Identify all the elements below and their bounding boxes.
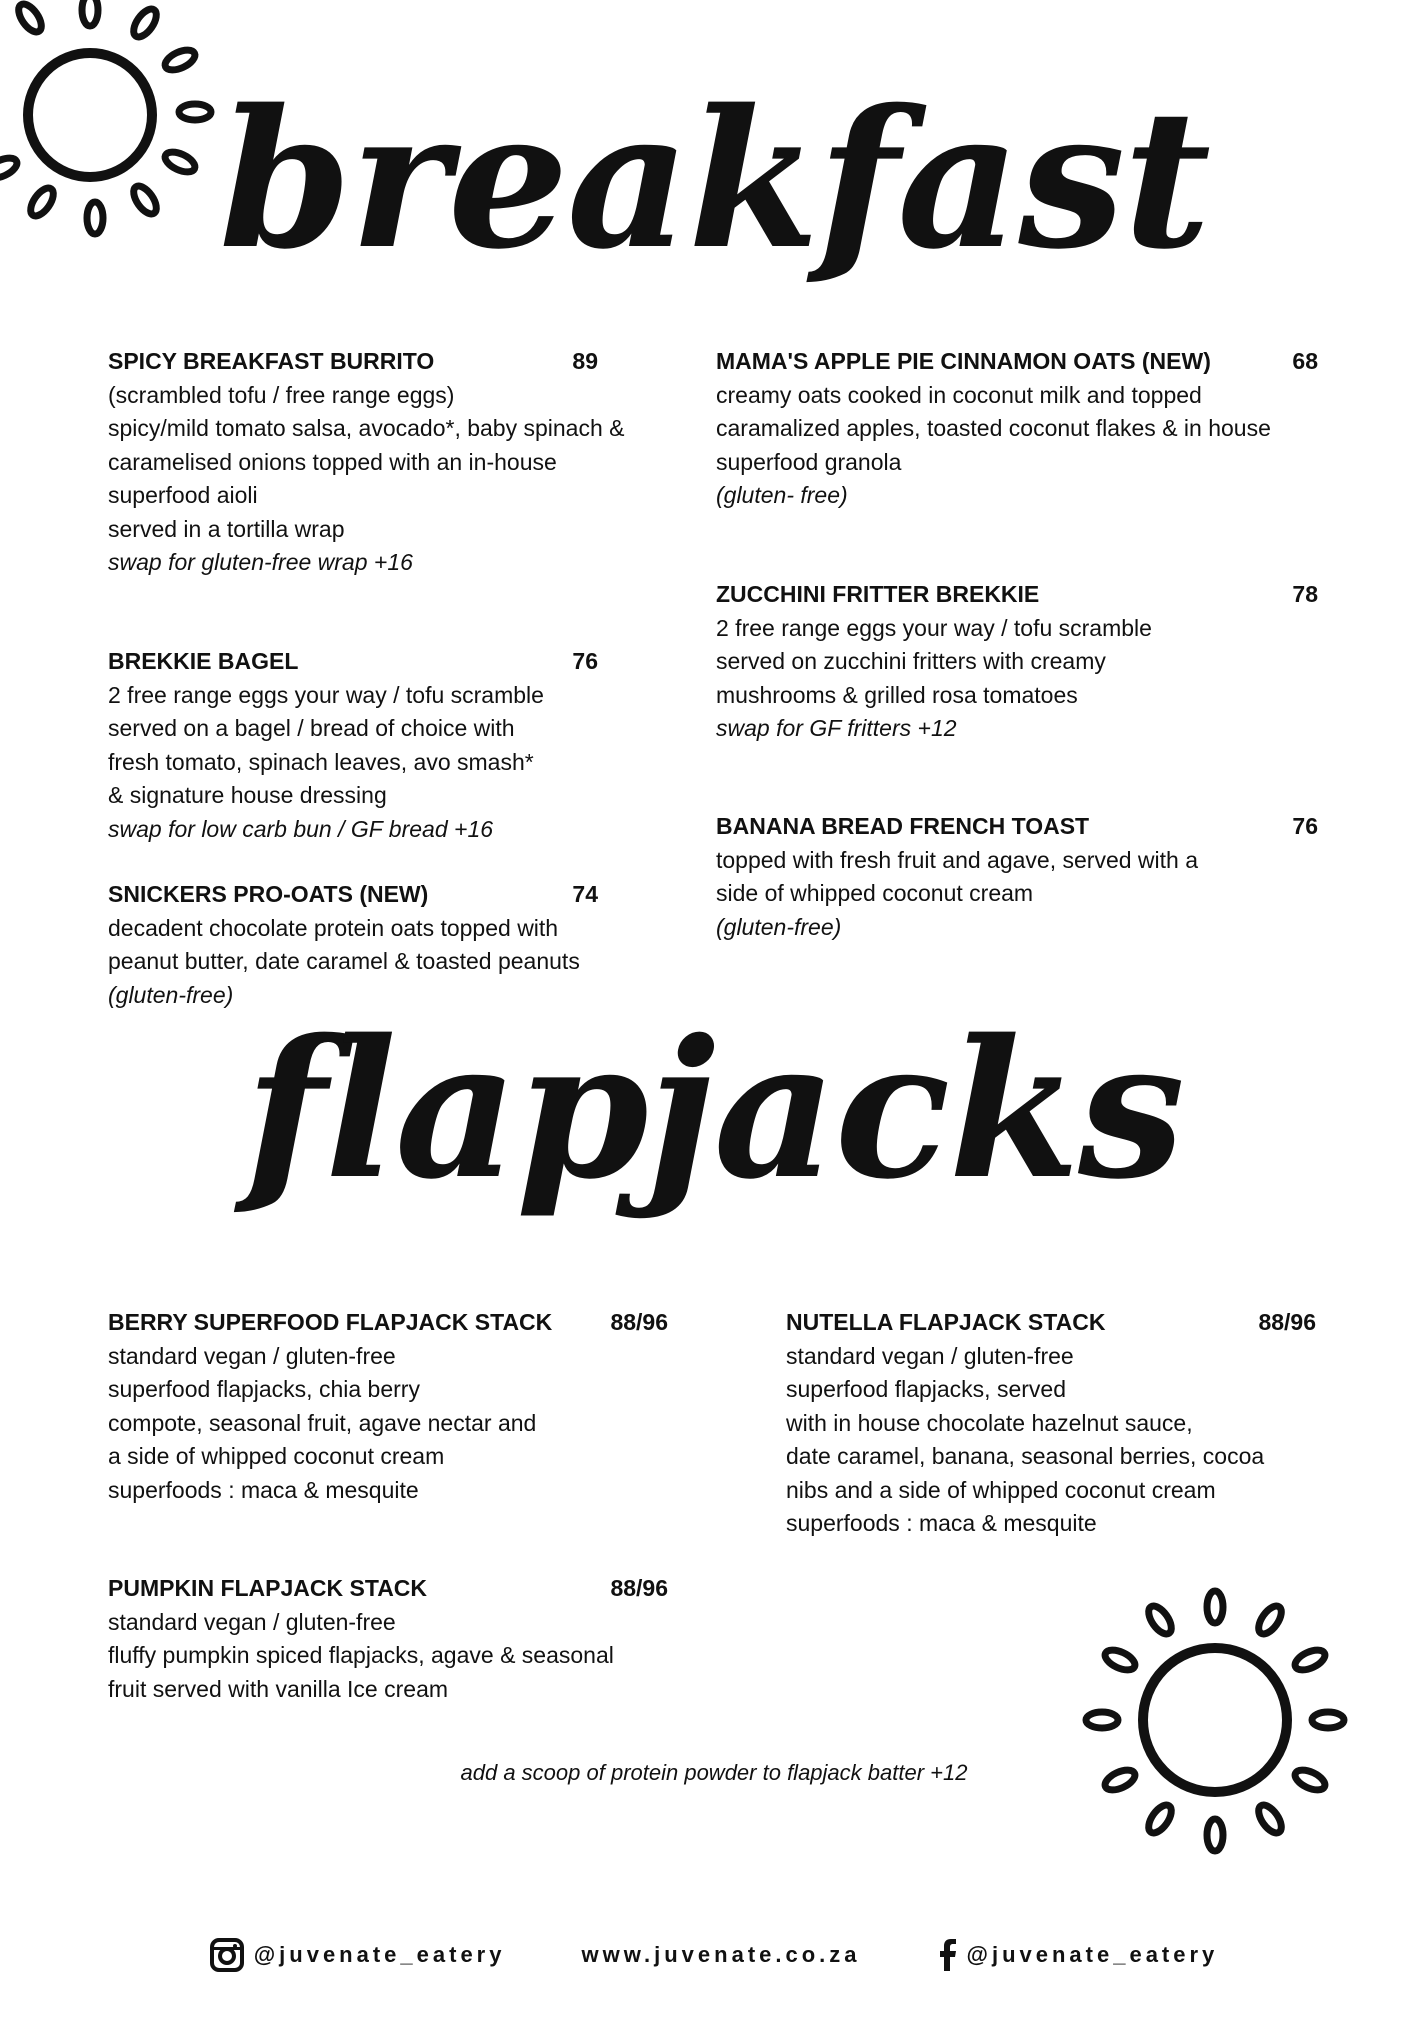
item-description-line: & signature house dressing: [108, 782, 387, 808]
item-description-line: creamy oats cooked in coconut milk and topped: [716, 381, 1202, 408]
item-description-line: superfood flapjacks, chia berry: [108, 1376, 420, 1402]
item-header: [108, 345, 598, 379]
menu-item: [108, 1306, 668, 1507]
item-description-line: caramalized apples, toasted coconut flakes & in house: [716, 415, 1271, 441]
item-description-line: superfood granola: [716, 448, 902, 475]
protein-note: add a scoop of protein powder to flapjack batter +12: [460, 1760, 968, 1785]
item-note: swap for GF fritters +12: [716, 715, 957, 741]
item-description-line: nibs and a side of whipped coconut cream: [786, 1476, 1216, 1503]
item-description-line: 2 free range eggs your way / tofu scramble: [716, 614, 1152, 641]
menu-item: [716, 810, 1318, 944]
item-description-line: fruit served with vanilla Ice cream: [108, 1675, 449, 1702]
instagram-icon: [210, 1938, 244, 1972]
item-description-line: date caramel, banana, seasonal berries, cocoa: [786, 1443, 1265, 1469]
item-header: [108, 645, 598, 679]
item-note: (gluten-free): [716, 913, 842, 940]
item-header: [108, 878, 598, 912]
website-link[interactable]: [581, 1942, 860, 1968]
item-price: 88/96: [610, 1575, 668, 1601]
item-description-line: fluffy pumpkin spiced flapjacks, agave & seasonal: [108, 1642, 614, 1668]
item-note: (gluten- free): [716, 482, 848, 508]
item-note: (gluten-free): [108, 981, 234, 1008]
item-price: 76: [572, 648, 598, 674]
instagram-handle: @juvenate_eatery: [253, 1942, 506, 1967]
item-name: ZUCCHINI FRITTER BREKKIE: [716, 581, 1040, 607]
item-price: 68: [1292, 348, 1318, 374]
menu-item: [716, 578, 1318, 746]
item-note: swap for gluten-free wrap +16: [108, 549, 413, 575]
menu-item: [108, 878, 598, 1012]
menu-item: [108, 1572, 668, 1706]
item-description-line: with in house chocolate hazelnut sauce,: [786, 1409, 1193, 1436]
item-description-line: mushrooms & grilled rosa tomatoes: [716, 681, 1078, 708]
menu-item: [108, 645, 598, 846]
item-description-line: side of whipped coconut cream: [716, 880, 1034, 906]
item-name: BREKKIE BAGEL: [108, 648, 299, 674]
item-description-line: caramelised onions topped with an in-house: [108, 448, 557, 475]
item-description-line: superfood flapjacks, served: [786, 1376, 1066, 1402]
facebook-icon: [937, 1939, 957, 1971]
item-price: 78: [1292, 581, 1318, 607]
menu-item: [786, 1306, 1316, 1541]
item-name: PUMPKIN FLAPJACK STACK: [108, 1575, 428, 1601]
sun-icon: [1080, 1585, 1350, 1855]
facebook-link[interactable]: [937, 1939, 1219, 1971]
item-name: MAMA'S APPLE PIE CINNAMON OATS (NEW): [716, 348, 1211, 374]
instagram-link[interactable]: [210, 1938, 506, 1972]
item-price: 76: [1292, 813, 1318, 839]
menu-item: [108, 345, 625, 580]
item-header: [716, 810, 1318, 844]
item-description-line: superfood aioli: [108, 482, 258, 508]
item-description-line: superfoods : maca & mesquite: [786, 1510, 1097, 1536]
item-description-line: decadent chocolate protein oats topped with: [108, 914, 559, 941]
item-header: [716, 345, 1318, 379]
item-description-line: topped with fresh fruit and agave, served with a: [716, 846, 1199, 873]
item-name: NUTELLA FLAPJACK STACK: [786, 1309, 1106, 1335]
item-description-line: standard vegan / gluten-free: [108, 1342, 396, 1369]
footer: [0, 1938, 1428, 1972]
facebook-handle: @juvenate_eatery: [966, 1942, 1219, 1967]
item-note: swap for low carb bun / GF bread +16: [108, 815, 494, 842]
item-description-line: served on a bagel / bread of choice with: [108, 715, 515, 741]
item-name: BANANA BREAD FRENCH TOAST: [716, 813, 1090, 839]
item-name: SPICY BREAKFAST BURRITO: [108, 348, 435, 374]
item-description-line: a side of whipped coconut cream: [108, 1443, 445, 1469]
item-description-line: standard vegan / gluten-free: [786, 1342, 1074, 1369]
item-price: 88/96: [610, 1309, 668, 1335]
item-description-line: 2 free range eggs your way / tofu scramble: [108, 681, 544, 708]
item-description-line: served on zucchini fritters with creamy: [716, 648, 1106, 674]
item-header: [108, 1306, 668, 1340]
item-description-line: standard vegan / gluten-free: [108, 1608, 396, 1635]
item-name: SNICKERS PRO-OATS (NEW): [108, 881, 429, 907]
item-description-line: superfoods : maca & mesquite: [108, 1476, 419, 1503]
item-description-line: peanut butter, date caramel & toasted peanuts: [108, 948, 580, 974]
item-header: [716, 578, 1318, 612]
item-header: [108, 1572, 668, 1606]
item-price: 88/96: [1258, 1309, 1316, 1335]
section-title-flapjacks: flapjacks: [244, 998, 1184, 1221]
item-description-line: compote, seasonal fruit, agave nectar and: [108, 1409, 537, 1436]
menu-item: [716, 345, 1318, 513]
item-name: BERRY SUPERFOOD FLAPJACK STACK: [108, 1309, 553, 1335]
section-title-breakfast: breakfast: [218, 68, 1210, 291]
item-description-line: spicy/mild tomato salsa, avocado*, baby spinach &: [108, 415, 625, 441]
website-url: www.juvenate.co.za: [581, 1942, 861, 1967]
item-description-line: fresh tomato, spinach leaves, avo smash*: [108, 748, 534, 775]
item-header: [786, 1306, 1316, 1340]
item-price: 89: [572, 348, 598, 374]
item-price: 74: [572, 881, 598, 907]
item-description-line: served in a tortilla wrap: [108, 515, 345, 542]
item-description-line: (scrambled tofu / free range eggs): [108, 381, 455, 408]
